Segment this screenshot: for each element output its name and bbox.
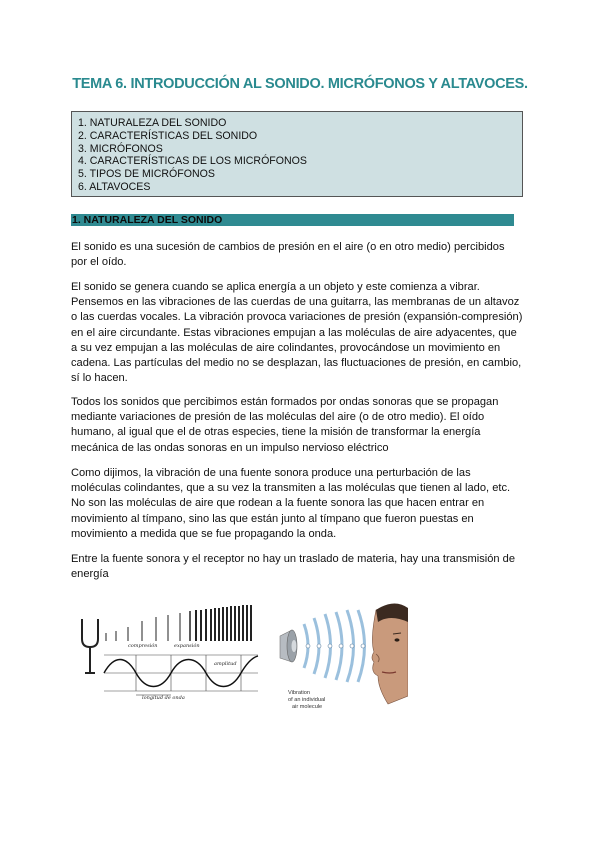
toc-item: 4. CARACTERÍSTICAS DE LOS MICRÓFONOS: [78, 155, 307, 168]
table-of-contents: [71, 111, 523, 197]
toc-item: 6. ALTAVOCES: [78, 180, 151, 193]
label-wavelength: longitud de onda: [142, 695, 185, 700]
pressure-bars: [106, 605, 251, 641]
paragraph: Todos los sonidos que percibimos están formados por ondas sonoras que se propagan mediante variaciones de presión de las moléculas del aire (o de otro medio). El oído humano, al igual que el de otras especies, tiene la misión de transformar la energía mecánica de las ondas sonoras en un impulso nervioso eléctrico: [71, 396, 499, 454]
speaker-icon: [280, 630, 297, 662]
label-amplitude: amplitud: [214, 661, 237, 667]
sound-wave-fronts: [304, 610, 365, 682]
label-expansion: expansión: [174, 643, 200, 649]
section-heading: 1. NATURALEZA DEL SONIDO: [71, 214, 514, 226]
air-molecules: [306, 644, 365, 648]
caption-line-1: Vibration: [288, 690, 310, 696]
toc-item: 2. CARACTERÍSTICAS DEL SONIDO: [78, 129, 258, 142]
paragraph: Como dijimos, la vibración de una fuente sonora produce una perturbación de las moléculas colindantes, que a su vez la transmiten a las moléculas que tienen al lado, etc. No son las moléculas de aire que rodean a la fuente sonora las que hacen entrar en movimiento al tímpano, sino las que están junto al tímpano que fueron puestas en movimiento a medida que se fue propagando la onda.: [71, 467, 511, 540]
tuning-fork-wave-figure: [76, 603, 276, 700]
document-title: TEMA 6. INTRODUCCIÓN AL SONIDO. MICRÓFONOS Y ALTAVOCES.: [72, 76, 528, 92]
speaker-to-ear-figure: [278, 600, 408, 718]
paragraph: El sonido es una sucesión de cambios de presión en el aire (o en otro medio) percibidos por el oído.: [71, 241, 505, 269]
paragraph: Entre la fuente sonora y el receptor no hay un traslado de materia, hay una transmisión de energía: [71, 553, 516, 581]
toc-item: 5. TIPOS DE MICRÓFONOS: [78, 168, 215, 181]
human-head-icon: [372, 603, 408, 704]
caption-line-2: of an individual: [288, 697, 326, 703]
toc-item: 3. MICRÓFONOS: [78, 142, 163, 155]
label-compression: compresión: [128, 643, 158, 649]
caption-line-3: air molecule: [292, 704, 323, 710]
toc-item: 1. NATURALEZA DEL SONIDO: [78, 117, 227, 129]
paragraph: El sonido se genera cuando se aplica energía a un objeto y este comienza a vibrar. Pensemos en las vibraciones de las cuerdas de una guitarra, las membranas de un altavoz o las cuerdas vocales. La vibración provoca variaciones de presión (expansión-compresión) en el aire circundante. Estas vibraciones empujan a las moléculas de aire adyacentes, que a su vez empujan a las moléculas de aire colindantes, provocándose un movimiento en cadena. Las partículas del medio no se desplazan, las fluctuaciones de presión, en cambio, sí lo hacen.: [71, 281, 523, 385]
tuning-fork-icon: [82, 619, 98, 673]
